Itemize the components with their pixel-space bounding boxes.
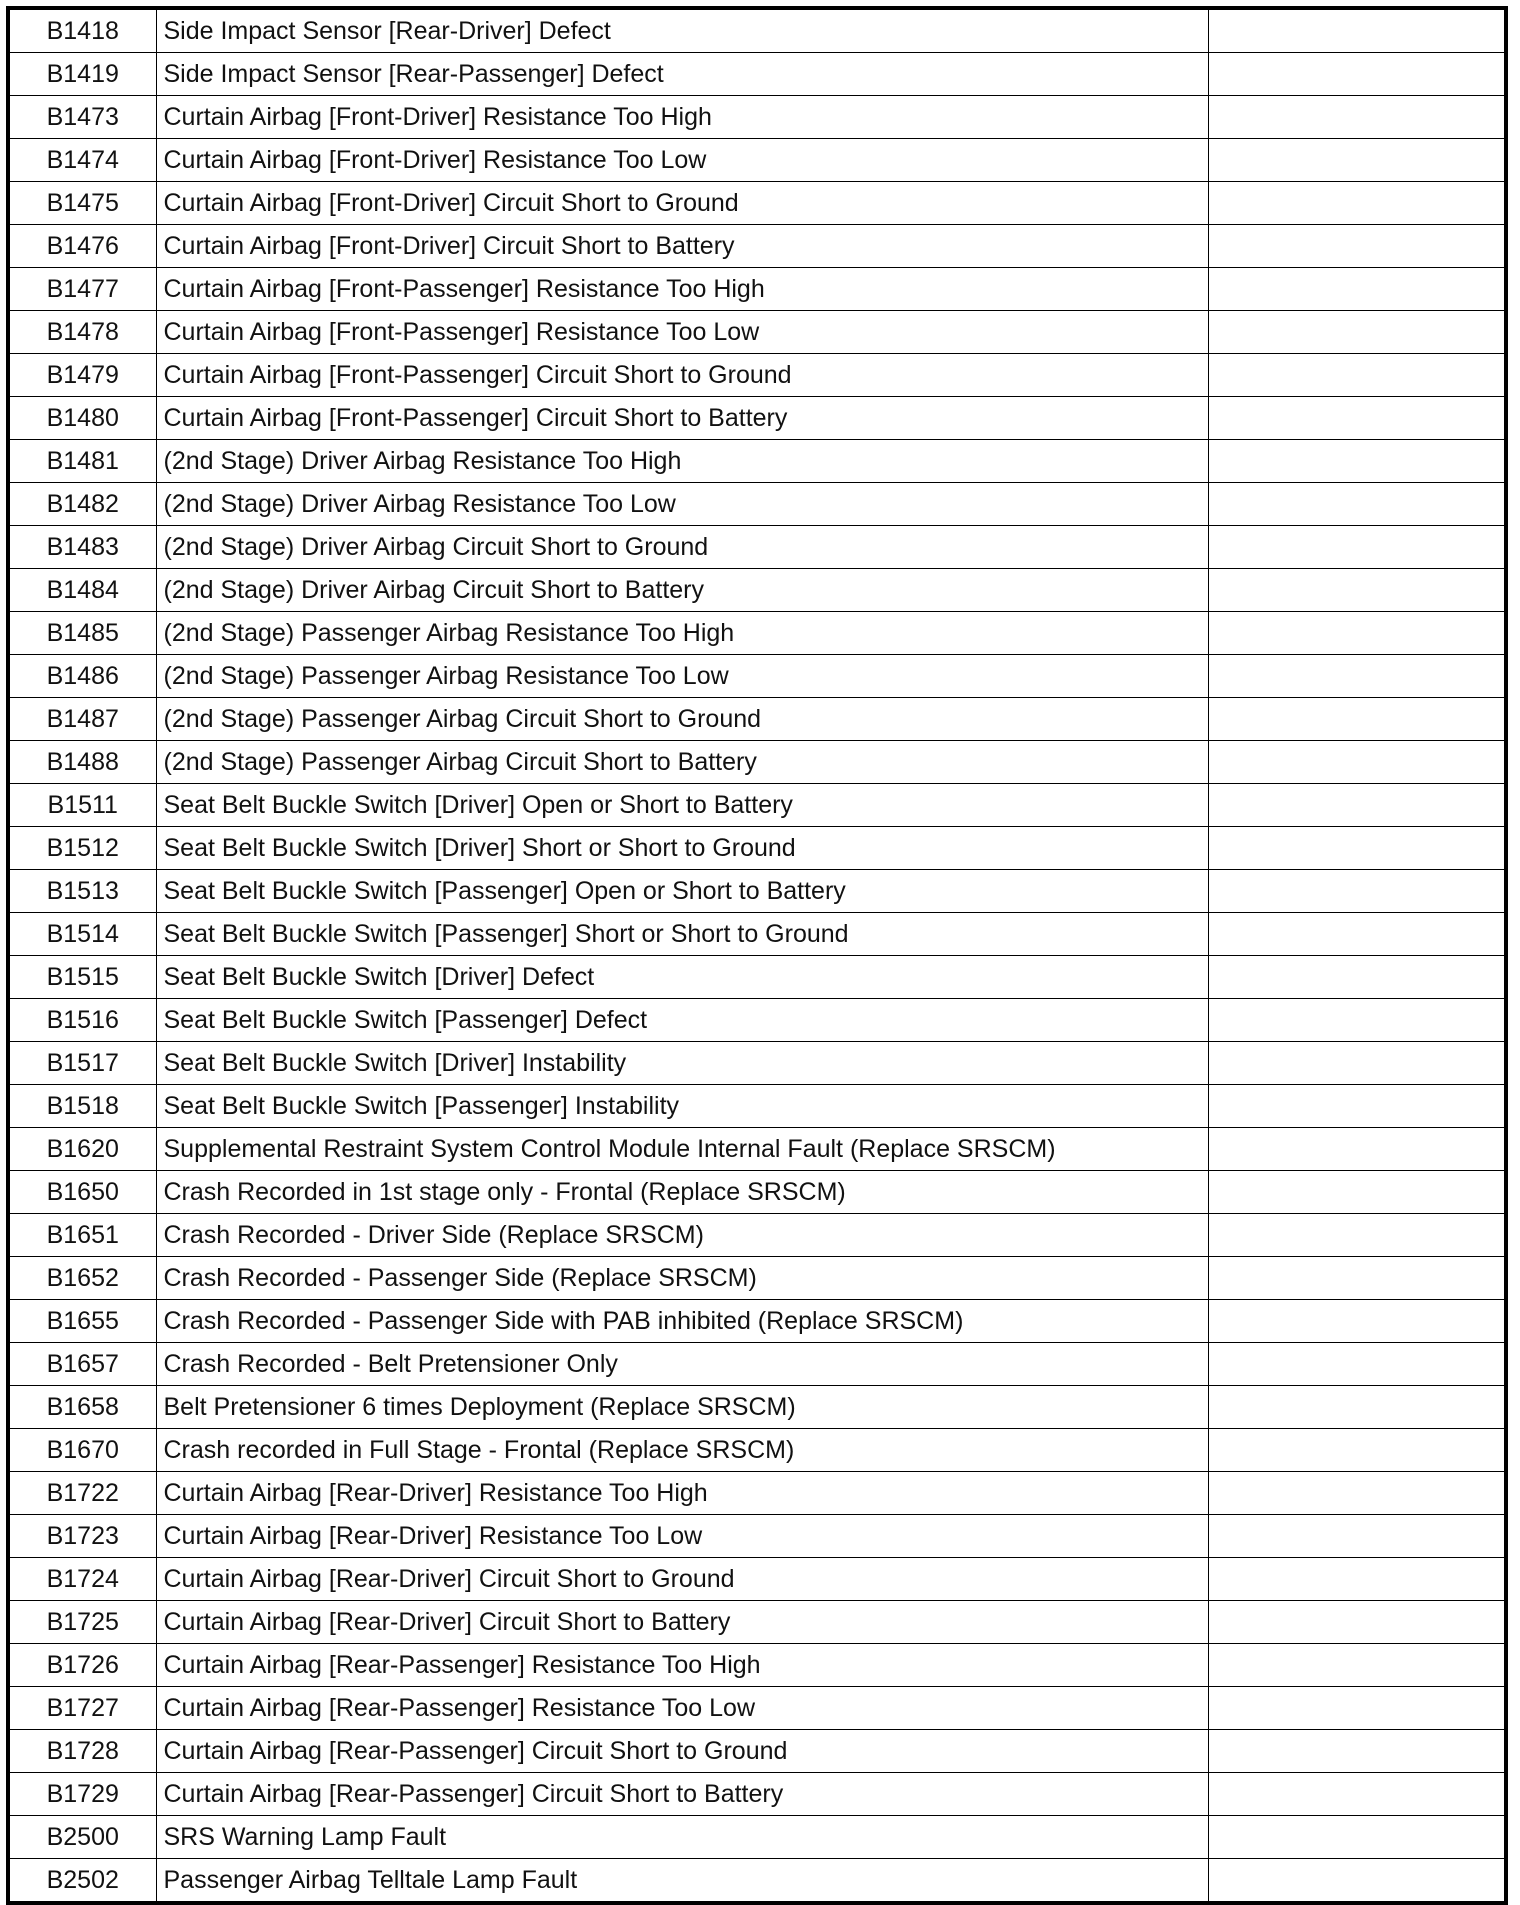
dtc-description-cell: Curtain Airbag [Rear-Passenger] Resistance Too Low [156,1687,1208,1730]
dtc-description-cell: Seat Belt Buckle Switch [Driver] Open or Short to Battery [156,784,1208,827]
blank-cell [1208,1214,1506,1257]
blank-cell [1208,483,1506,526]
table-row [8,913,1506,956]
dtc-code-cell: B1658 [8,1386,156,1429]
blank-cell [1208,182,1506,225]
dtc-description-cell: Side Impact Sensor [Rear-Passenger] Defect [156,53,1208,96]
table-row [8,655,1506,698]
dtc-description-cell: Crash Recorded - Passenger Side with PAB inhibited (Replace SRSCM) [156,1300,1208,1343]
table-row [8,397,1506,440]
dtc-code-cell: B1418 [8,8,156,53]
dtc-code-cell: B1729 [8,1773,156,1816]
dtc-code-cell: B1516 [8,999,156,1042]
blank-cell [1208,526,1506,569]
dtc-description-cell: Curtain Airbag [Front-Driver] Resistance Too High [156,96,1208,139]
dtc-description-cell: Seat Belt Buckle Switch [Passenger] Instability [156,1085,1208,1128]
dtc-description-cell: Curtain Airbag [Rear-Driver] Circuit Short to Battery [156,1601,1208,1644]
table-row [8,1816,1506,1859]
table-row [8,741,1506,784]
table-row [8,483,1506,526]
table-row [8,182,1506,225]
blank-cell [1208,569,1506,612]
dtc-code-cell: B1485 [8,612,156,655]
dtc-description-cell: Curtain Airbag [Front-Driver] Circuit Short to Battery [156,225,1208,268]
dtc-code-cell: B1477 [8,268,156,311]
blank-cell [1208,8,1506,53]
dtc-code-cell: B1511 [8,784,156,827]
dtc-code-cell: B1478 [8,311,156,354]
blank-cell [1208,1128,1506,1171]
dtc-code-cell: B1475 [8,182,156,225]
dtc-description-cell: Curtain Airbag [Front-Driver] Circuit Short to Ground [156,182,1208,225]
dtc-description-cell: SRS Warning Lamp Fault [156,1816,1208,1859]
dtc-description-cell: Curtain Airbag [Front-Passenger] Resistance Too Low [156,311,1208,354]
dtc-description-cell: Seat Belt Buckle Switch [Passenger] Short or Short to Ground [156,913,1208,956]
dtc-code-cell: B1727 [8,1687,156,1730]
dtc-description-cell: Seat Belt Buckle Switch [Driver] Short or Short to Ground [156,827,1208,870]
dtc-code-cell: B1486 [8,655,156,698]
blank-cell [1208,354,1506,397]
blank-cell [1208,1773,1506,1816]
dtc-description-cell: (2nd Stage) Driver Airbag Circuit Short to Battery [156,569,1208,612]
blank-cell [1208,1343,1506,1386]
dtc-code-cell: B1476 [8,225,156,268]
dtc-code-cell: B1483 [8,526,156,569]
dtc-description-cell: Curtain Airbag [Rear-Passenger] Circuit Short to Ground [156,1730,1208,1773]
dtc-code-cell: B1726 [8,1644,156,1687]
blank-cell [1208,1644,1506,1687]
blank-cell [1208,1386,1506,1429]
blank-cell [1208,870,1506,913]
table-row [8,139,1506,182]
table-row [8,956,1506,999]
blank-cell [1208,225,1506,268]
dtc-description-cell: Curtain Airbag [Rear-Driver] Resistance Too High [156,1472,1208,1515]
table-row [8,1257,1506,1300]
dtc-code-cell: B1514 [8,913,156,956]
dtc-description-cell: (2nd Stage) Passenger Airbag Resistance Too Low [156,655,1208,698]
table-row [8,1730,1506,1773]
table-row [8,96,1506,139]
blank-cell [1208,397,1506,440]
dtc-code-cell: B1655 [8,1300,156,1343]
dtc-code-cell: B1479 [8,354,156,397]
dtc-code-cell: B1722 [8,1472,156,1515]
blank-cell [1208,268,1506,311]
blank-cell [1208,913,1506,956]
dtc-code-cell: B1650 [8,1171,156,1214]
table-row [8,1042,1506,1085]
dtc-code-cell: B1487 [8,698,156,741]
blank-cell [1208,1558,1506,1601]
blank-cell [1208,1859,1506,1904]
blank-cell [1208,1042,1506,1085]
dtc-description-cell: Curtain Airbag [Rear-Driver] Resistance Too Low [156,1515,1208,1558]
dtc-description-cell: Passenger Airbag Telltale Lamp Fault [156,1859,1208,1904]
dtc-code-cell: B1481 [8,440,156,483]
table-row [8,1128,1506,1171]
table-row [8,999,1506,1042]
blank-cell [1208,741,1506,784]
dtc-code-cell: B1652 [8,1257,156,1300]
table-row [8,698,1506,741]
blank-cell [1208,1687,1506,1730]
table-row [8,1214,1506,1257]
dtc-code-cell: B1480 [8,397,156,440]
blank-cell [1208,1257,1506,1300]
table-row [8,784,1506,827]
blank-cell [1208,655,1506,698]
table-row [8,53,1506,96]
dtc-description-cell: Crash Recorded - Driver Side (Replace SRSCM) [156,1214,1208,1257]
blank-cell [1208,96,1506,139]
dtc-code-cell: B1488 [8,741,156,784]
dtc-code-cell: B1474 [8,139,156,182]
dtc-description-cell: (2nd Stage) Passenger Airbag Resistance Too High [156,612,1208,655]
blank-cell [1208,1515,1506,1558]
table-row [8,440,1506,483]
dtc-description-cell: (2nd Stage) Passenger Airbag Circuit Short to Ground [156,698,1208,741]
blank-cell [1208,53,1506,96]
dtc-code-cell: B1725 [8,1601,156,1644]
dtc-description-cell: Seat Belt Buckle Switch [Driver] Instability [156,1042,1208,1085]
dtc-description-cell: Curtain Airbag [Front-Passenger] Resistance Too High [156,268,1208,311]
blank-cell [1208,440,1506,483]
blank-cell [1208,1429,1506,1472]
table-row [8,1515,1506,1558]
table-row [8,8,1506,53]
dtc-code-cell: B1723 [8,1515,156,1558]
dtc-description-cell: Curtain Airbag [Front-Passenger] Circuit Short to Battery [156,397,1208,440]
blank-cell [1208,698,1506,741]
blank-cell [1208,612,1506,655]
dtc-code-cell: B1657 [8,1343,156,1386]
table-row [8,354,1506,397]
dtc-code-cell: B1512 [8,827,156,870]
blank-cell [1208,1085,1506,1128]
blank-cell [1208,827,1506,870]
dtc-code-cell: B1517 [8,1042,156,1085]
dtc-table-body [8,8,1506,1903]
dtc-description-cell: Curtain Airbag [Rear-Passenger] Resistance Too High [156,1644,1208,1687]
dtc-description-cell: Curtain Airbag [Front-Driver] Resistance Too Low [156,139,1208,182]
table-row [8,1300,1506,1343]
blank-cell [1208,956,1506,999]
table-row [8,1601,1506,1644]
blank-cell [1208,139,1506,182]
dtc-description-cell: (2nd Stage) Driver Airbag Circuit Short to Ground [156,526,1208,569]
dtc-description-cell: Crash Recorded in 1st stage only - Frontal (Replace SRSCM) [156,1171,1208,1214]
dtc-code-cell: B2500 [8,1816,156,1859]
dtc-code-cell: B1728 [8,1730,156,1773]
table-row [8,827,1506,870]
table-row [8,1386,1506,1429]
table-row [8,268,1506,311]
table-row [8,612,1506,655]
table-row [8,1773,1506,1816]
dtc-description-cell: (2nd Stage) Driver Airbag Resistance Too Low [156,483,1208,526]
dtc-code-cell: B1651 [8,1214,156,1257]
dtc-description-cell: Curtain Airbag [Front-Passenger] Circuit Short to Ground [156,354,1208,397]
table-row [8,870,1506,913]
dtc-description-cell: Seat Belt Buckle Switch [Passenger] Defect [156,999,1208,1042]
dtc-code-cell: B1482 [8,483,156,526]
blank-cell [1208,311,1506,354]
dtc-description-cell: Curtain Airbag [Rear-Passenger] Circuit Short to Battery [156,1773,1208,1816]
dtc-description-cell: (2nd Stage) Passenger Airbag Circuit Short to Battery [156,741,1208,784]
dtc-code-cell: B1513 [8,870,156,913]
dtc-code-cell: B2502 [8,1859,156,1904]
dtc-code-cell: B1484 [8,569,156,612]
blank-cell [1208,1730,1506,1773]
blank-cell [1208,784,1506,827]
dtc-description-cell: Crash Recorded - Passenger Side (Replace SRSCM) [156,1257,1208,1300]
table-row [8,526,1506,569]
table-row [8,1687,1506,1730]
table-row [8,1343,1506,1386]
dtc-code-cell: B1670 [8,1429,156,1472]
dtc-description-cell: Crash recorded in Full Stage - Frontal (Replace SRSCM) [156,1429,1208,1472]
blank-cell [1208,999,1506,1042]
dtc-description-cell: Seat Belt Buckle Switch [Driver] Defect [156,956,1208,999]
dtc-code-cell: B1724 [8,1558,156,1601]
blank-cell [1208,1171,1506,1214]
dtc-code-cell: B1620 [8,1128,156,1171]
table-row [8,311,1506,354]
blank-cell [1208,1601,1506,1644]
dtc-table [6,6,1508,1905]
dtc-description-cell: (2nd Stage) Driver Airbag Resistance Too High [156,440,1208,483]
dtc-code-cell: B1515 [8,956,156,999]
table-row [8,1085,1506,1128]
dtc-description-cell: Curtain Airbag [Rear-Driver] Circuit Short to Ground [156,1558,1208,1601]
table-row [8,1429,1506,1472]
dtc-description-cell: Supplemental Restraint System Control Module Internal Fault (Replace SRSCM) [156,1128,1208,1171]
blank-cell [1208,1816,1506,1859]
table-row [8,1171,1506,1214]
table-row [8,1558,1506,1601]
table-row [8,1859,1506,1904]
dtc-description-cell: Crash Recorded - Belt Pretensioner Only [156,1343,1208,1386]
dtc-code-cell: B1518 [8,1085,156,1128]
blank-cell [1208,1472,1506,1515]
dtc-code-cell: B1419 [8,53,156,96]
table-row [8,225,1506,268]
dtc-code-cell: B1473 [8,96,156,139]
blank-cell [1208,1300,1506,1343]
table-row [8,569,1506,612]
table-row [8,1644,1506,1687]
dtc-description-cell: Seat Belt Buckle Switch [Passenger] Open or Short to Battery [156,870,1208,913]
dtc-description-cell: Side Impact Sensor [Rear-Driver] Defect [156,8,1208,53]
dtc-description-cell: Belt Pretensioner 6 times Deployment (Replace SRSCM) [156,1386,1208,1429]
table-row [8,1472,1506,1515]
